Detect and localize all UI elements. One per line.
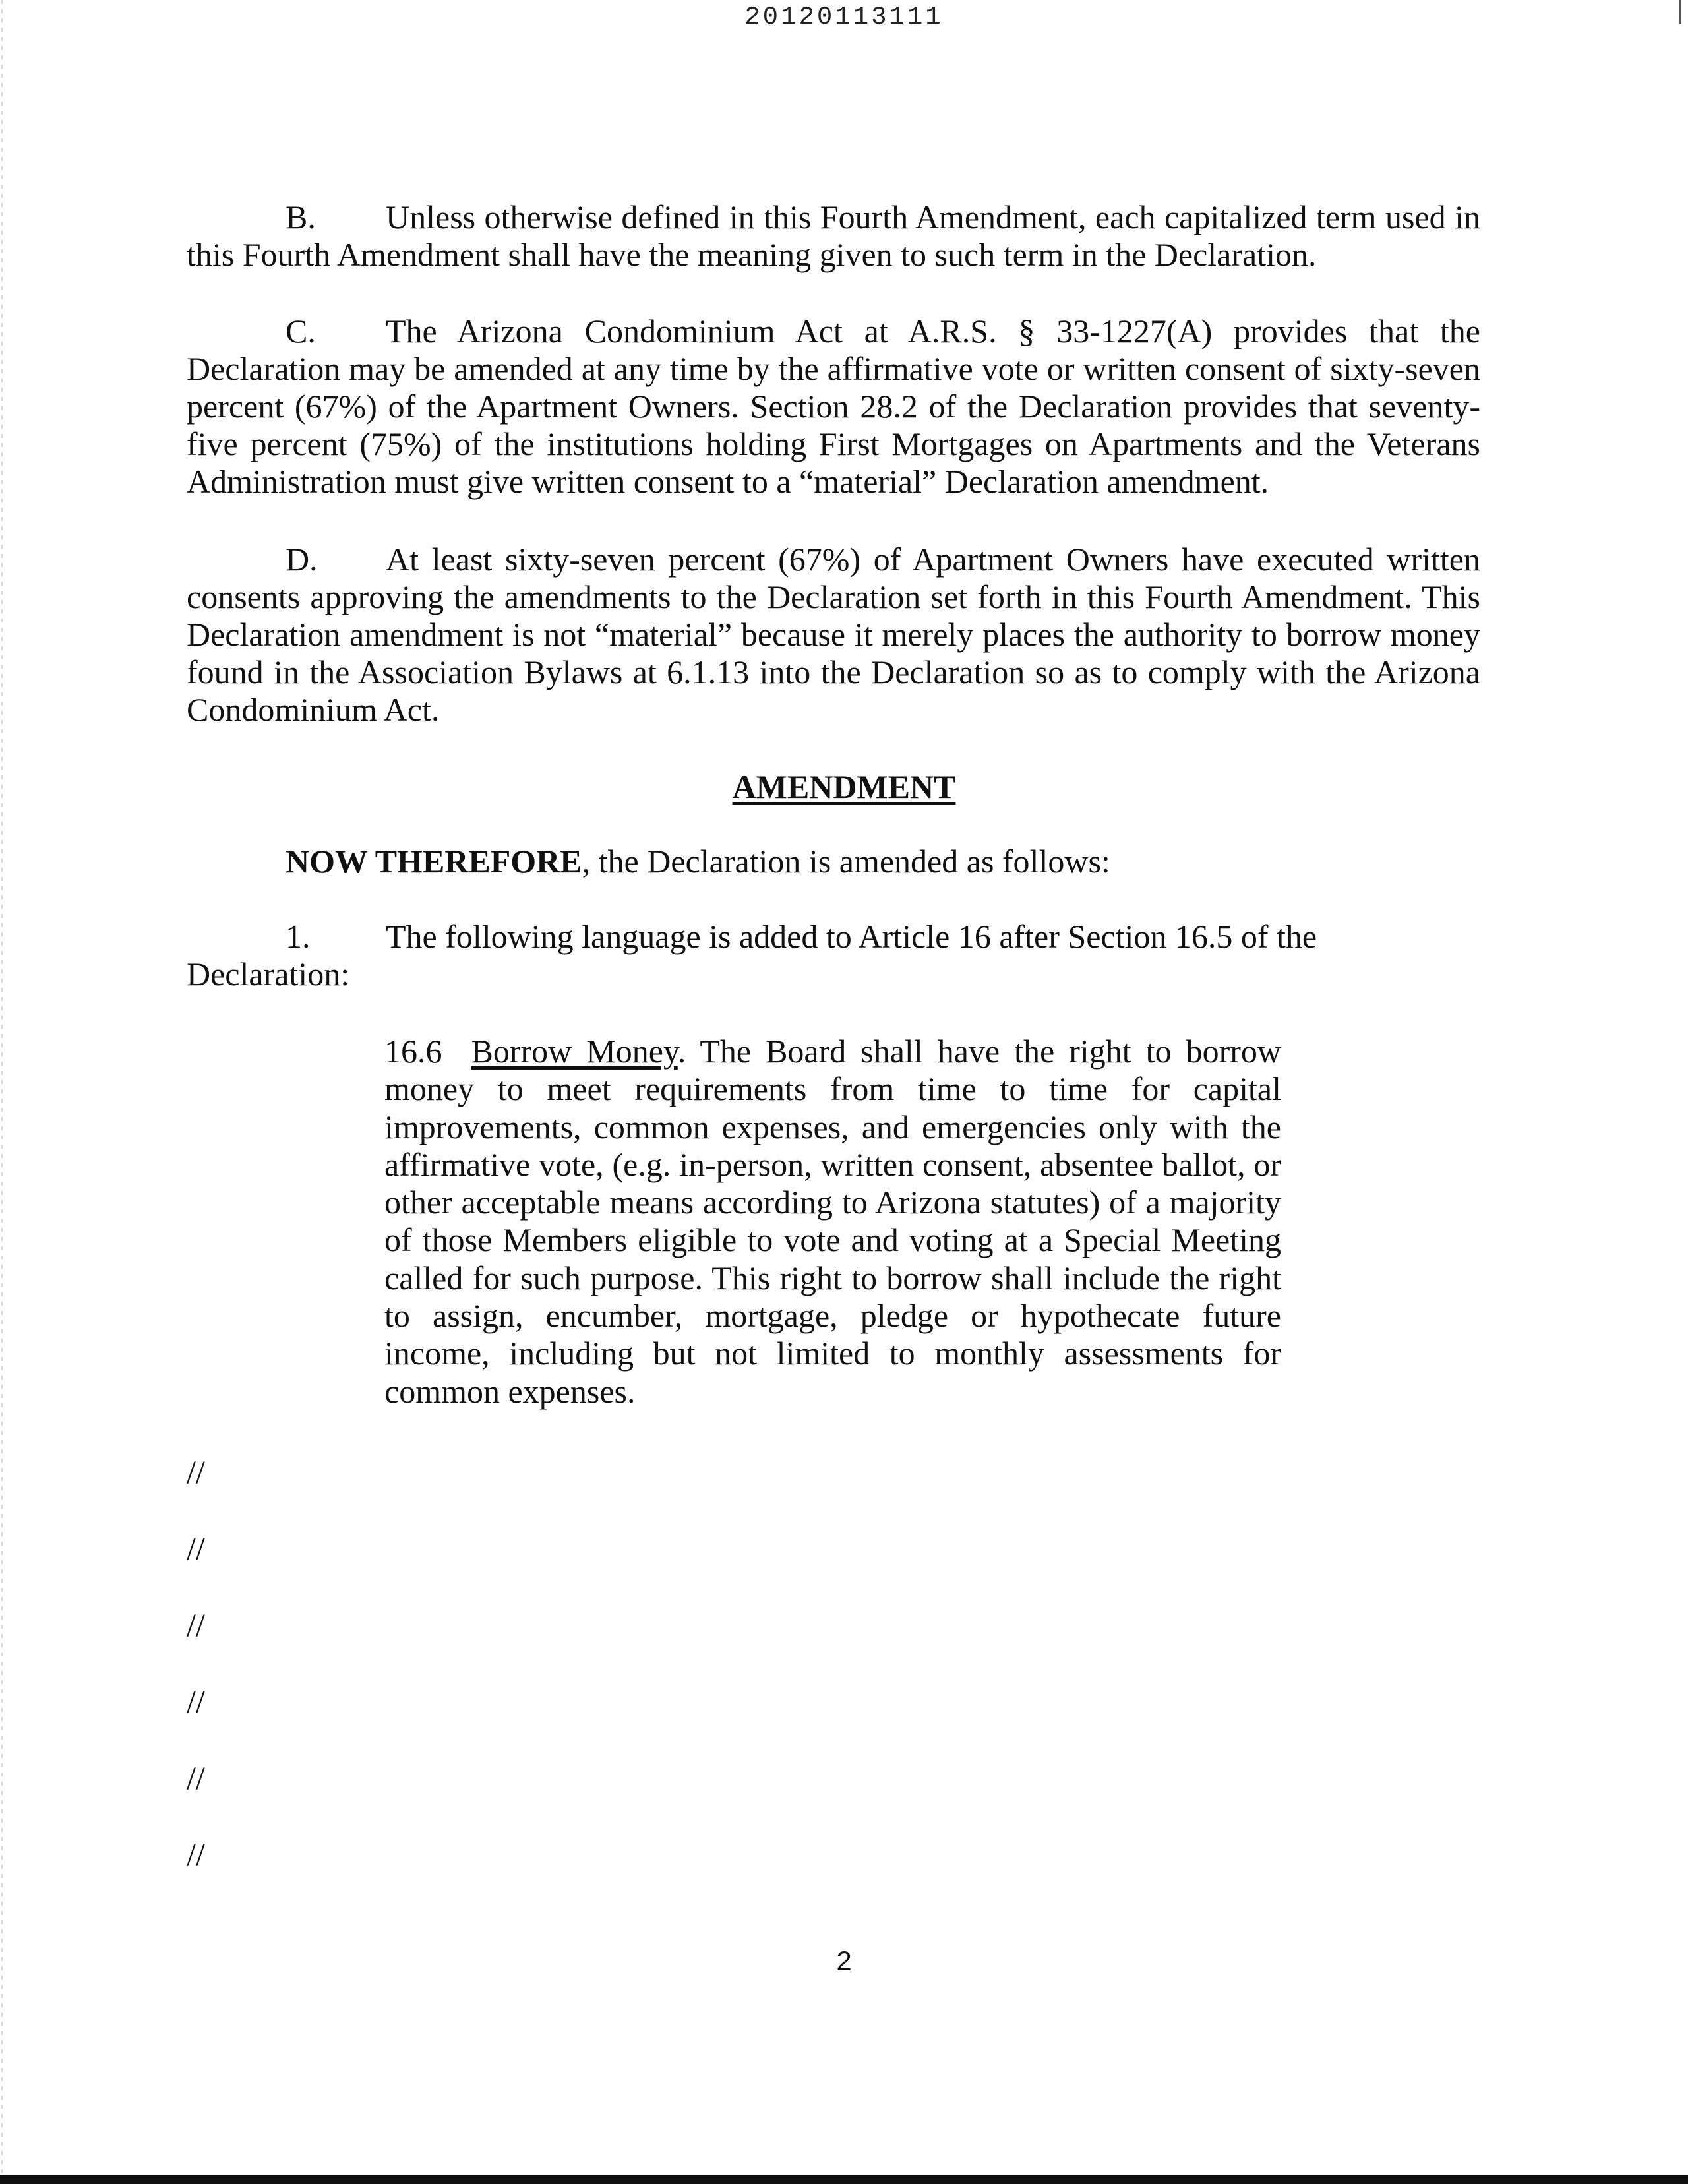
continuation-mark: // <box>187 1606 205 1643</box>
now-therefore-bold: NOW THEREFORE <box>286 843 582 880</box>
paragraph-c <box>187 313 1480 501</box>
amendment-item-1 <box>187 918 1480 993</box>
paragraph-b-label: B. <box>286 198 316 235</box>
continuation-mark: // <box>187 1683 205 1720</box>
paragraph-d-label: D. <box>286 541 318 578</box>
scan-bottom-edge <box>0 2175 1688 2184</box>
paragraph-b <box>187 198 1480 274</box>
item-1-number: 1. <box>286 918 311 955</box>
paragraph-c-label: C. <box>286 313 316 349</box>
page-number: 2 <box>836 1945 852 1976</box>
paragraph-b-text: Unless otherwise defined in this Fourth Amendment, each capitalized term used in this Fourth Amendment shall have the meaning given to such term in the Declaration. <box>187 198 1480 273</box>
now-therefore-rest: , the Declaration is amended as follows: <box>582 843 1110 880</box>
continuation-mark: // <box>187 1530 205 1567</box>
paragraph-c-text: The Arizona Condominium Act at A.R.S. § 33-1227(A) provides that the Declaration may be amended at any time by the affirmative vote or written consent of sixty-seven percent (67%) of the Apartment Owners. Section 28.2 of the Declaration provides that seventy-five percent (75%) of the institutions holding First Mortgages on Apartments and the Veterans Administration must give written consent to a “material” Declaration amendment. <box>187 313 1480 500</box>
amendment-heading: AMENDMENT <box>732 768 956 805</box>
continuation-mark: // <box>187 1759 205 1796</box>
section-title: Borrow Money <box>471 1033 678 1070</box>
paragraph-d-text: At least sixty-seven percent (67%) of Apartment Owners have executed written consents approving the amendments to the Declaration set forth in this Fourth Amendment. This Declaration amendment is not “material” because it merely places the authority to borrow money found in the Association Bylaws at 6.1.13 into the Declaration so as to comply with the Arizona Condominium Act. <box>187 541 1480 728</box>
item-1-text: The following language is added to Article 16 after Section 16.5 of the Declaration: <box>187 918 1317 992</box>
paragraph-d <box>187 541 1480 729</box>
continuation-mark: // <box>187 1453 205 1490</box>
now-therefore-clause <box>286 843 1110 880</box>
section-16-6-quote <box>384 1033 1281 1410</box>
section-text: . The Board shall have the right to borrow money to meet requirements from time to time for capital improvements, common expenses, and emergencies only with the affirmative vote, (e.g. in-person, written consent, absentee ballot, or other acceptable means according to Arizona statutes) of a majority of those Members eligible to vote and voting at a Special Meeting called for such purpose. This right to borrow shall include the right to assign, encumber, mortgage, pledge or hypothecate future income, including but not limited to monthly assessments for common expenses. <box>384 1033 1281 1410</box>
continuation-mark: // <box>187 1836 205 1873</box>
section-number: 16.6 <box>384 1033 442 1070</box>
recording-number: 20120113111 <box>744 3 944 32</box>
scan-left-edge <box>1 0 3 2184</box>
